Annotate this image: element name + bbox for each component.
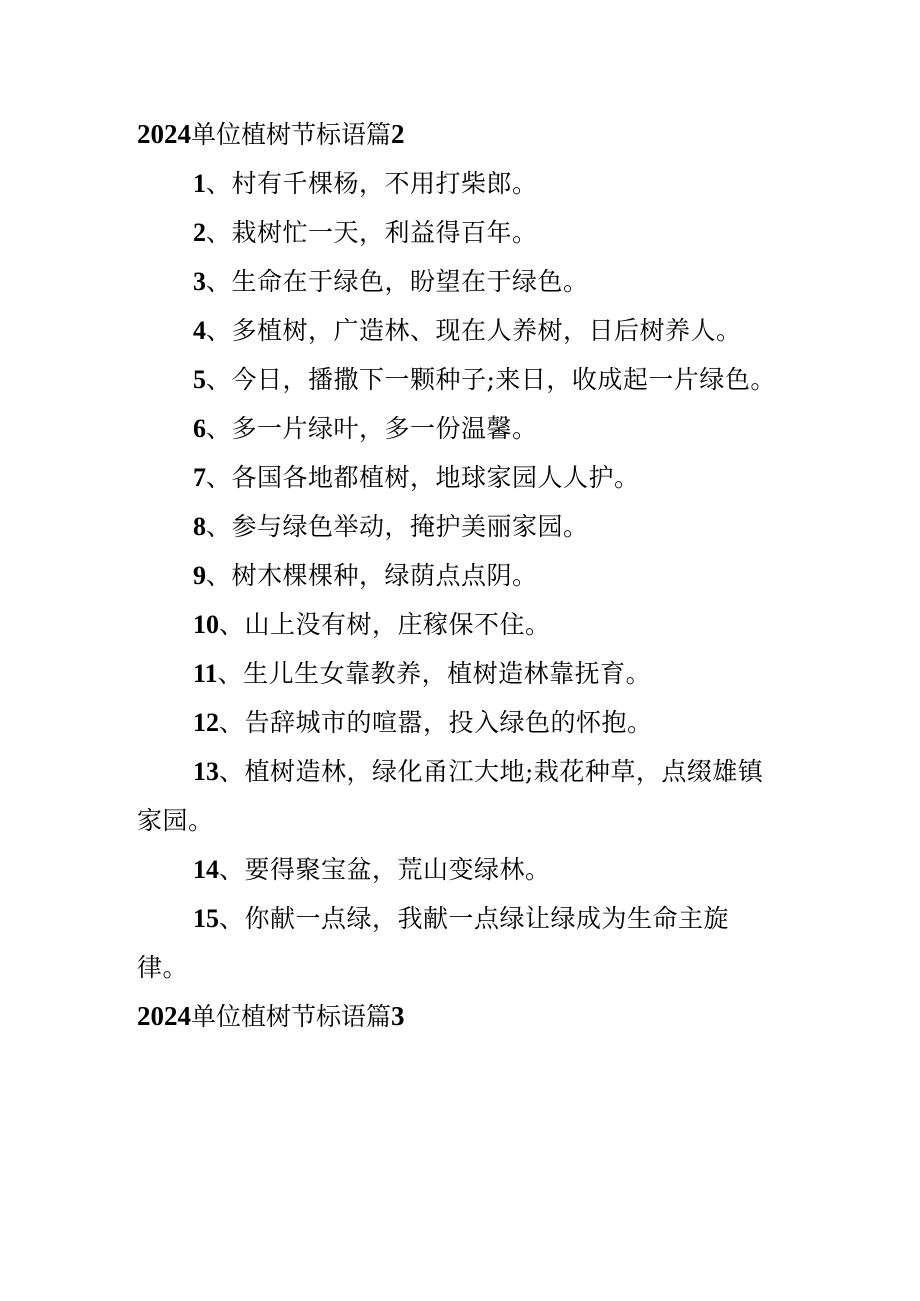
heading-title: 单位植树节标语篇 (191, 1002, 392, 1031)
item-text: 、告辞城市的喧嚣，投入绿色的怀抱。 (219, 708, 653, 737)
heading-title: 单位植树节标语篇 (191, 120, 392, 149)
heading-year: 2024 (137, 119, 191, 149)
item-text: 、村有千棵杨，不用打柴郎。 (206, 169, 538, 198)
item-text: 、生儿生女靠教养，植树造林靠抚育。 (217, 659, 652, 688)
document-page (137, 110, 777, 1041)
item-text: 、植树造林，绿化甬江大地;栽花种草，点缀雄镇家园。 (137, 757, 764, 835)
list-item (137, 600, 777, 649)
list-item (137, 208, 777, 257)
heading-number: 2 (391, 119, 405, 149)
item-text: 、参与绿色举动，掩护美丽家园。 (206, 512, 589, 541)
item-text: 、要得聚宝盆，荒山变绿林。 (219, 855, 551, 884)
item-text: 、多植树，广造林、现在人养树，日后树养人。 (206, 316, 742, 345)
item-number: 14 (193, 855, 219, 884)
section-heading-3 (137, 992, 777, 1041)
item-number: 1 (193, 169, 206, 198)
list-item (137, 306, 777, 355)
item-text: 、多一片绿叶，多一份温馨。 (206, 414, 538, 443)
list-item (137, 404, 777, 453)
item-number: 5 (193, 365, 206, 394)
item-text: 、各国各地都植树，地球家园人人护。 (206, 463, 640, 492)
list-item (137, 355, 777, 404)
item-number: 15 (193, 904, 219, 933)
item-text: 、栽树忙一天，利益得百年。 (206, 218, 538, 247)
item-number: 13 (193, 757, 219, 786)
item-text: 、今日，播撒下一颗种子;来日，收成起一片绿色。 (206, 365, 776, 394)
item-number: 9 (193, 561, 206, 590)
item-text: 、树木棵棵种，绿荫点点阴。 (206, 561, 538, 590)
heading-number: 3 (391, 1001, 405, 1031)
item-text: 、你献一点绿，我献一点绿让绿成为生命主旋律。 (137, 904, 730, 982)
list-item (137, 698, 777, 747)
item-number: 12 (193, 708, 219, 737)
slogan-list (137, 159, 777, 992)
item-number: 10 (193, 610, 219, 639)
list-item (137, 747, 777, 845)
item-number: 6 (193, 414, 206, 443)
list-item (137, 894, 777, 992)
item-text: 、山上没有树，庄稼保不住。 (219, 610, 551, 639)
list-item (137, 845, 777, 894)
list-item (137, 502, 777, 551)
item-number: 3 (193, 267, 206, 296)
list-item (137, 159, 777, 208)
section-heading-2 (137, 110, 777, 159)
item-number: 8 (193, 512, 206, 541)
item-number: 11 (193, 659, 218, 688)
heading-year: 2024 (137, 1001, 191, 1031)
item-text: 、生命在于绿色，盼望在于绿色。 (206, 267, 589, 296)
item-number: 7 (193, 463, 206, 492)
item-number: 2 (193, 218, 206, 247)
list-item (137, 257, 777, 306)
item-number: 4 (193, 316, 206, 345)
list-item (137, 453, 777, 502)
list-item (137, 551, 777, 600)
list-item (137, 649, 777, 698)
